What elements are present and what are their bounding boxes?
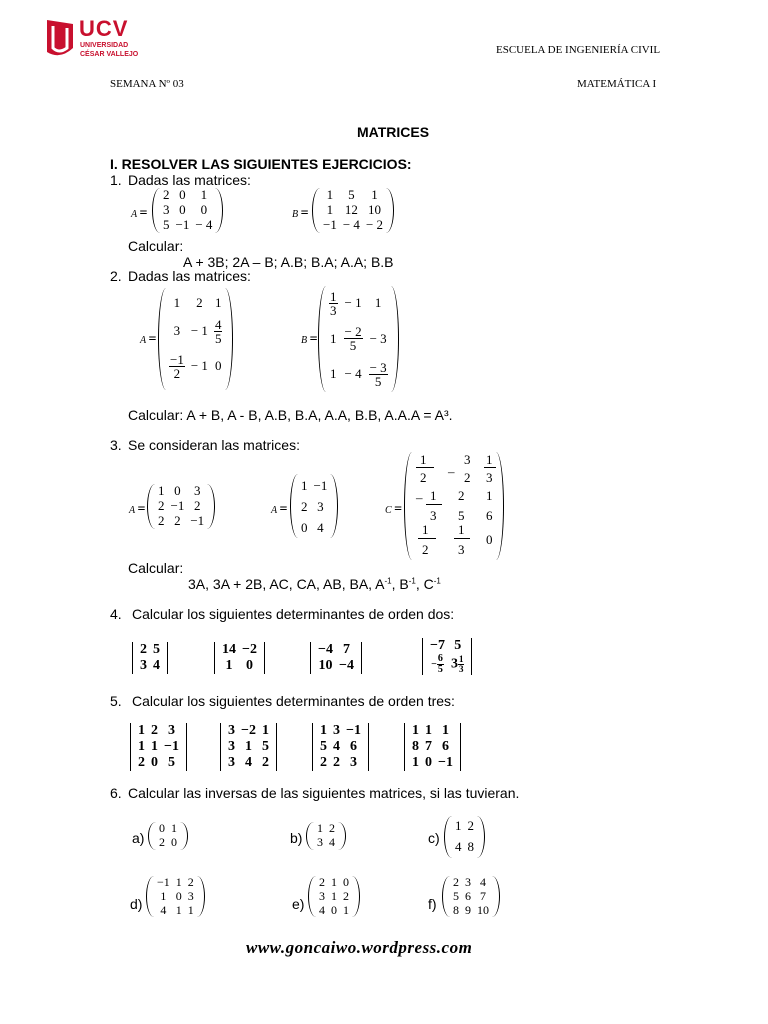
ex2-calc: Calcular: A + B, A - B, A.B, B.A, A.A, B.B, A.A.A = A³. — [128, 407, 453, 423]
ex4-det-1: 2 5 3 4 — [128, 642, 172, 674]
ex5-number: 5. — [110, 693, 122, 709]
ucv-shield-icon — [45, 18, 75, 60]
ex3-matrix-a2: 1 −1 2 3 0 4 — [290, 474, 338, 538]
ex1-matrix-b: 1 5 1 1 12 10 −1 − 4 − 2 — [312, 188, 394, 233]
ex3-text: Se consideran las matrices: — [128, 437, 300, 453]
ex6-a-label: a) — [132, 830, 145, 846]
ex4-det-2: 14 −2 1 0 — [210, 642, 269, 674]
ex6-d-label: d) — [130, 896, 143, 912]
school-name: ESCUELA DE INGENIERÍA CIVIL — [496, 44, 661, 56]
ex2-a-label: A = — [140, 332, 157, 347]
ex6-matrix-c: 1 2 4 8 — [444, 816, 485, 858]
ex3-matrix-c: 1 3 1 2 – 2 3 – 1 2 1 3 5 6 1 1 2 3 0 — [404, 452, 504, 560]
ex6-e-label: e) — [292, 896, 305, 912]
logo-sub1: UNIVERSIDAD — [80, 42, 129, 49]
ex3-a-label: A = — [129, 502, 146, 517]
ex3-calc-label: Calcular: — [128, 560, 184, 576]
ex2-number: 2. — [110, 268, 122, 284]
ex6-text: Calcular las inversas de las siguientes matrices, si las tuvieran. — [128, 785, 520, 801]
ex3-number: 3. — [110, 437, 122, 453]
ex4-text: Calcular los siguientes determinantes de orden dos: — [132, 606, 455, 622]
section-heading: I. RESOLVER LAS SIGUIENTES EJERCICIOS: — [110, 156, 412, 172]
footer-url: www.goncaiwo.wordpress.com — [246, 938, 473, 957]
ex1-calc-label: Calcular: — [128, 238, 184, 254]
ex6-matrix-b: 1 2 3 4 — [306, 822, 346, 850]
page-title: MATRICES — [357, 124, 430, 140]
ex1-operations: A + 3B; 2A – B; A.B; B.A; A.A; B.B — [183, 254, 394, 270]
ex5-text: Calcular los siguientes determinantes de orden tres: — [132, 693, 455, 709]
ex3-operations: 3A, 3A + 2B, AC, CA, AB, BA, $A^{-1}$, $B^{-1}$, $C^{-1}$ — [188, 576, 441, 592]
ex6-number: 6. — [110, 785, 122, 801]
ex3-matrix-a: 1 0 3 2 −1 2 2 2 −1 — [147, 484, 215, 529]
ucv-logo — [45, 16, 140, 62]
ex6-matrix-f: 2 3 4 5 6 7 8 9 10 — [442, 876, 500, 917]
ex4-number: 4. — [110, 606, 122, 622]
ex5-det-2: 3 −2 1 3 1 5 3 4 2 — [216, 723, 281, 771]
ex1-matrix-a: 2 0 1 3 0 0 5 −1 − 4 — [152, 188, 223, 233]
course-name: MATEMÁTICA I — [577, 78, 657, 90]
ex5-det-3: 1 3 −1 5 4 6 2 2 3 — [308, 723, 373, 771]
ex4-det-3: −4 7 10 −4 — [306, 642, 366, 674]
logo-sub2: CÉSAR VALLEJO — [80, 51, 139, 58]
ex5-det-4: 1 1 1 8 7 6 1 0 −1 — [400, 723, 465, 771]
ex4-det-4: −7 5 − $\frac{6}{5}$ 3 $\frac{1}{3}$ — [418, 638, 476, 675]
ex1-a-label: A = — [131, 206, 148, 221]
ex2-b-label: B = — [301, 332, 318, 347]
ex3-a2-label: A = — [271, 502, 288, 517]
ex6-f-label: f) — [428, 896, 437, 912]
ex2-matrix-a: 1 2 1 3 − 1 $\frac{4}{5}$ $\frac{-1}{2}$ − 1 0 — [158, 288, 233, 390]
ex1-b-label: B = — [292, 206, 309, 221]
ex6-matrix-d: −1 1 2 1 0 3 4 1 1 — [146, 876, 205, 917]
ex1-number: 1. — [110, 172, 122, 188]
ex5-det-1: 1 2 3 1 1 −1 2 0 5 — [126, 723, 191, 771]
ex2-matrix-b: $\frac{1}{3}$ − 1 1 1 $\frac{- 2}{5}$ − 3 1 − 4 $\frac{- 3}{5}$ — [318, 286, 399, 392]
ex3-c-label: C = — [385, 502, 403, 517]
logo-text: UCV — [79, 16, 129, 41]
ex6-matrix-a: 0 1 2 0 — [148, 822, 188, 850]
ex6-matrix-e: 2 1 0 3 1 2 4 0 1 — [308, 876, 360, 917]
ex6-b-label: b) — [290, 830, 303, 846]
ex6-c-label: c) — [428, 830, 440, 846]
week-label: SEMANA Nº 03 — [110, 78, 184, 90]
ex2-text: Dadas las matrices: — [128, 268, 251, 284]
ex1-text: Dadas las matrices: — [128, 172, 251, 188]
